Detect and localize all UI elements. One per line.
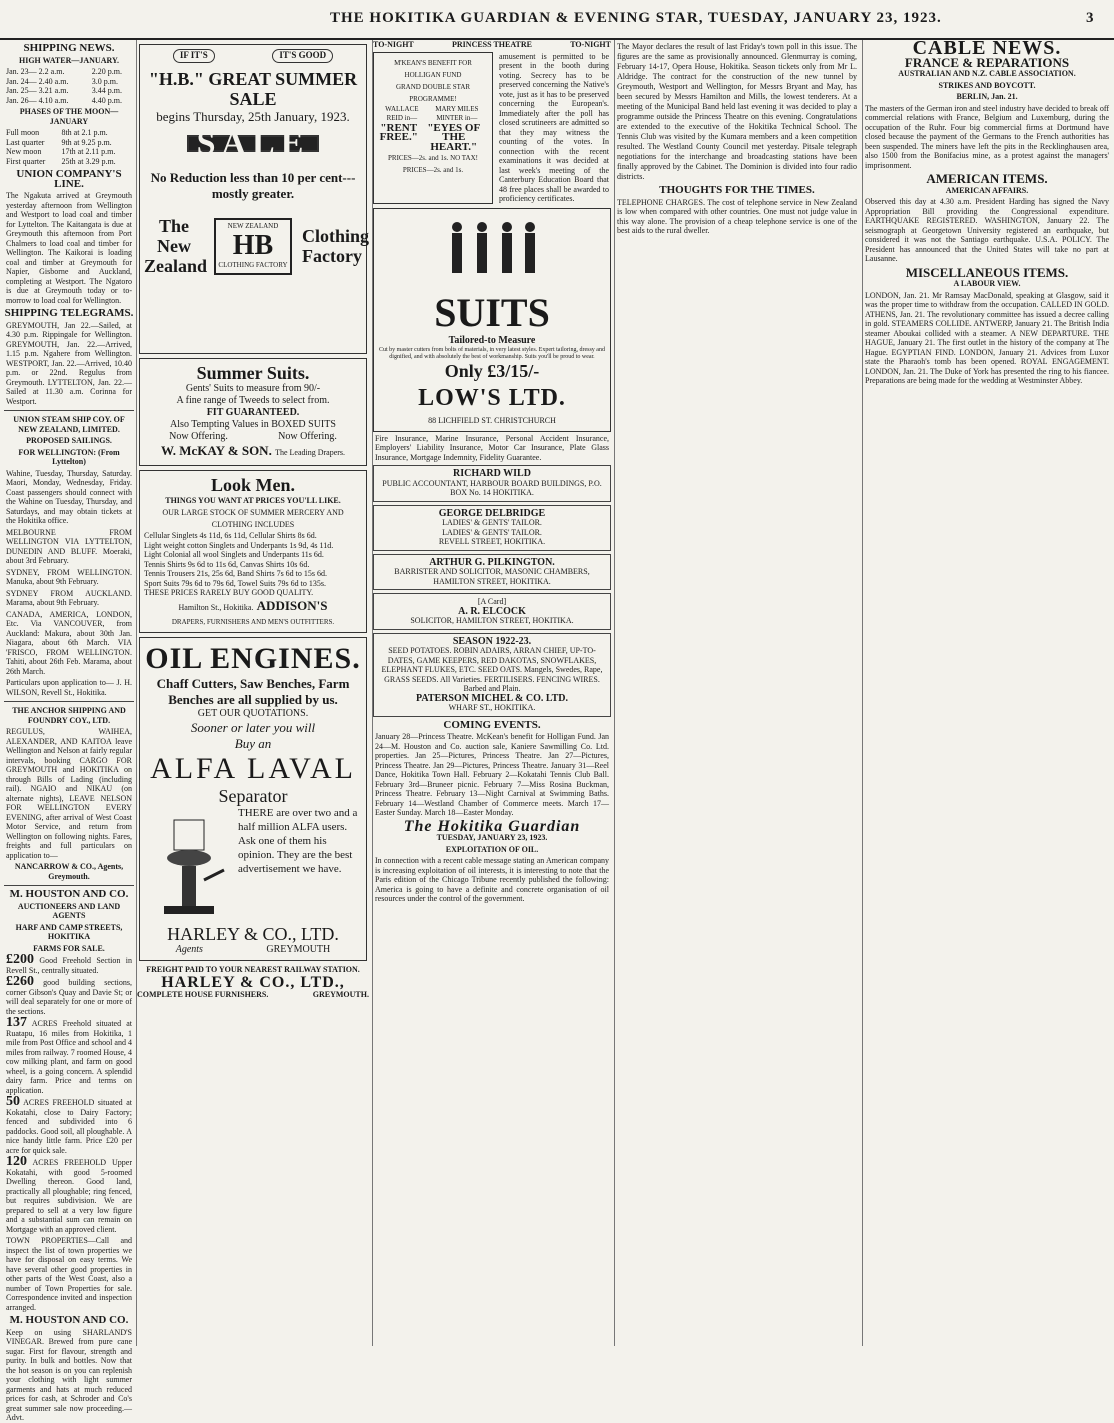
property-text: Good Freehold Section in Revell St., centrally situated. bbox=[6, 956, 132, 975]
local-news-top: amusement is permitted to be present in the booth during voting. Secrecy has to be preserved concerning the Native's vote, just as it has to be preserved concerning the European's. Immediately after the poll has closed scrutineers are admitted so that they may witness the counting of the votes. In connection with the recent examinations it was decided at last week's meeting of the Canterbury Education Board that 48 free places shall be awarded to proficiency certificates. bbox=[499, 51, 609, 203]
tide-cell: 3.44 p.m. bbox=[91, 86, 123, 95]
town-properties: TOWN PROPERTIES—Call and inspect the list of town properties we have for disposal on easy terms. We have several other good properties in other parts of the West Coast, also a number of Town Properties for sale. Correspondence invited and inspection arranged. bbox=[6, 1236, 132, 1312]
column-ads bbox=[136, 40, 369, 1346]
property-item bbox=[4, 1015, 134, 1095]
harley-place: GREYMOUTH bbox=[266, 943, 331, 955]
pilkington-card bbox=[373, 554, 611, 591]
property-text: ACRES FREEHOLD situated at Kokatahi, close to Dairy Factory; fenced and subdivided into 6 paddocks. Good soil, all ploughable. A nice handy little farm. Price £20 per acre for quick sale. bbox=[6, 1098, 132, 1155]
page-number: 3 bbox=[1086, 10, 1094, 26]
events-heading: COMING EVENTS. bbox=[443, 718, 541, 731]
delbridge-sub-2: LADIES' & GENTS' TAILOR. bbox=[442, 527, 542, 537]
property-item bbox=[4, 1154, 134, 1234]
sale-headline: "H.B." GREAT SUMMER SALE bbox=[148, 68, 358, 109]
alfa-laval: ALFA LAVAL bbox=[150, 751, 356, 785]
moon-row bbox=[4, 138, 134, 148]
film-1: "RENT FREE." bbox=[379, 121, 418, 143]
guardian-heading: The Hokitika Guardian bbox=[403, 817, 581, 835]
sale-tag-right: IT'S GOOD bbox=[272, 49, 333, 63]
cable-heading: CABLE NEWS. bbox=[912, 37, 1062, 59]
elcock-name: A. R. ELCOCK bbox=[458, 605, 526, 617]
richard-wild-sub: PUBLIC ACCOUNTANT, HARBOUR BOARD BUILDINGS, P.O. BOX No. 14 HOKITIKA. bbox=[382, 478, 602, 497]
delbridge-card bbox=[373, 505, 611, 551]
elcock-card bbox=[373, 593, 611, 630]
tide-row bbox=[4, 86, 134, 96]
suits-word: SUITS bbox=[434, 289, 550, 335]
news-body: The Mayor declares the result of last Friday's town poll in this issue. The figures are the same as provisionally announced. Glenmurray is coming, February 14-17, Opera House, Hokitika. Season tickets only from Mr L. Aldridge. The contract for the construction of the new tunnel by Greymouth, Westport and Wellington, for Messrs Bryant and May, has been secured by Messrs Hamilton and Mills, the lowest tenderers. At a meeting of the Municipal Band held last evening it was decided to play a programme outside the Princess Theatre on this evening. Congratulations are extended to the executive of the Hokitika Technical School. The Tennis Club was visited by the Kumara members and a keen competition resulted. The Westland County Council met yesterday. Pitsale telegraph negotiations for the interchange and broadcasting stations have been finally approved by the Cabinet. The Dominion is divided into four radio districts. bbox=[617, 42, 857, 181]
anchor-text: REGULUS, WAIHEA, ALEXANDER, AND KAITOA leave Wellington and Nelson at fairly regular intervals, booking CARGO FOR GREYMOUTH and HOKITIKA on through Bills of Lading (including rail). NGAIO and NIKAU (on alternate nights), LEAVE NELSON FOR WELLINGTON EVERY EVENING, after arrival of West Coast Motor Service, and return from Wellington on following nights. Fares, freights and full particulars on application to— bbox=[6, 727, 132, 860]
tide-cell: 4.40 p.m. bbox=[91, 95, 123, 105]
moon-cell: First quarter bbox=[6, 156, 46, 166]
union-heading: UNION COMPANY'S LINE. bbox=[16, 168, 122, 190]
suits-line-5: Now Offering. bbox=[169, 431, 228, 442]
assoc-line: AUSTRALIAN AND N.Z. CABLE ASSOCIATION. bbox=[898, 69, 1076, 78]
suits-tailored: Tailored-to Measure bbox=[448, 334, 536, 346]
separator-word: Separator bbox=[218, 785, 288, 806]
paterson-sub: WHARF ST., HOKITIKA. bbox=[448, 703, 536, 712]
sydney-text: SYDNEY, FROM WELLINGTON. Manuka, about 9th February. bbox=[6, 567, 132, 586]
suits-firm: W. McKAY & SON. The Leading Drapers. bbox=[160, 443, 346, 458]
tide-cell: Jan. 24— 2.40 a.m. bbox=[6, 76, 69, 86]
look-item: Tennis Trousers 21s, 25s 6d, Band Shirts 7s 6d to 15s 6d. bbox=[144, 569, 328, 578]
tide-row bbox=[4, 67, 134, 77]
delbridge-name: GEORGE DELBRIDGE bbox=[438, 507, 546, 519]
harley-name: HARLEY & CO., LTD. bbox=[167, 923, 339, 944]
exploitation-heading: EXPLOITATION OF OIL. bbox=[445, 844, 539, 854]
oil-sooner: Sooner or later you will bbox=[190, 719, 316, 735]
suits-heading: Summer Suits. bbox=[196, 363, 310, 383]
tide-table bbox=[4, 67, 134, 105]
season-head: SEASON 1922-23. bbox=[452, 635, 532, 647]
look-item: Cellular Singlets 4s 11d, 6s 11d, Cellular Shirts 8s 6d. bbox=[144, 531, 317, 540]
property-item bbox=[4, 952, 134, 975]
property-item bbox=[4, 974, 134, 1016]
bill-line-1: M'KEAN'S BENEFIT FOR HOLLIGAN FUND bbox=[394, 58, 472, 79]
hb-right-text: Clothing Factory bbox=[301, 226, 370, 266]
harley-footer-place: GREYMOUTH. bbox=[312, 989, 369, 999]
lows-suits-ad bbox=[373, 208, 611, 432]
cable-body-3: LONDON, Jan. 21. Mr Ramsay MacDonald, speaking at Glasgow, said it was the proper time to withdraw from the occupation. CALLED IN GOLD. ATHENS, Jan. 21. The revolutionary committee has issued a decree calling in gold. STEAMERS COLLIDE. ANTWERP, January 21. The British India steamer Aboukai collided with a steamer. A NEW DEPARTURE. THE HAGUE, January 21. The first outlet in the history of the company at The Hague. EGYPTIAN FIND. LONDON, January 21. Advices from Luxor state the Pharaoh's tomb has been opened. ROYAL ENGAGEMENT. LONDON, Jan. 21. The Duke of York has presented the ring to his fiancee. Preparations are being made for the wedding at Westminster Abbey. bbox=[865, 290, 1109, 385]
bill-line-4: MARY MILES MINTER in— bbox=[435, 104, 479, 122]
freight-text: FREIGHT PAID TO YOUR NEAREST RAILWAY STATION. bbox=[146, 964, 360, 974]
moon-cell: Full moon bbox=[6, 128, 40, 137]
shipping-heading: SHIPPING NEWS. bbox=[23, 42, 115, 54]
sale-note: No Reduction less than 10 per cent---mostly greater. bbox=[150, 170, 356, 201]
addisons-firm: Hamilton St., Hokitika. ADDISON'S bbox=[178, 597, 328, 613]
auckland-text: SYDNEY FROM AUCKLAND. Marama, about 9th February. bbox=[6, 588, 132, 607]
suits-line-3: FIT GUARANTEED. bbox=[206, 407, 300, 418]
oil-buy: Buy an bbox=[234, 735, 272, 751]
tonight-right: TO-NIGHT bbox=[570, 40, 611, 49]
look-heading: Look Men. bbox=[210, 475, 295, 495]
lows-address: 88 LICHFIELD ST. CHRISTCHURCH bbox=[428, 415, 556, 425]
summer-suits-ad bbox=[139, 358, 367, 466]
property-item bbox=[4, 1094, 134, 1155]
bill-line-2: GRAND DOUBLE STAR PROGRAMME! bbox=[395, 82, 471, 103]
property-price: 137 bbox=[6, 1015, 27, 1030]
canada-text: CANADA, AMERICA, LONDON, Etc. Via VANCOUVER, from Auckland: Makura, about 30th Jan. Niagara, about 6th March. VIA 'FRISCO, FROM WELLINGTON. Tahiti, about 26th Feb. Marama, about 26th March. bbox=[6, 609, 132, 676]
thoughts-heading: THOUGHTS FOR THE TIMES. bbox=[659, 184, 815, 196]
property-text: ACRES Freehold situated at Ruatapu, 16 miles from Hokitika, 1 mile from Post Office and school and 4 miles from railway. 7 roomed House, 4 cow milking plant, and farm on good wheel, is a going concern. A splendid dairy farm. Price and terms on application. bbox=[6, 1019, 132, 1095]
property-text: ACRES FREEHOLD Upper Kokatahi, with good 5-roomed Dwelling thereon. Good land, practically all ploughable; ring fenced, but requires subdivision. We are prepared to sell at a very low figure and a substantial sum can remain on Mortgage with an approved client. bbox=[6, 1158, 132, 1234]
look-sub-2: OUR LARGE STOCK OF SUMMER MERCERY AND CLOTHING INCLUDES bbox=[162, 508, 344, 529]
moon-cell: 25th at 3.29 p.m. bbox=[61, 156, 116, 166]
moon-heading: PHASES OF THE MOON—JANUARY bbox=[19, 107, 119, 126]
lows-name: LOW'S LTD. bbox=[418, 384, 566, 411]
american-heading: AMERICAN ITEMS. bbox=[926, 171, 1048, 186]
houston-sign: M. HOUSTON AND CO. bbox=[9, 1314, 129, 1326]
suits-desc: Cut by master cutters from bolts of materials, in very latest styles. Expert tailoring, dressy and dignified, and with absolutely the best of workmanship. Suits you'll be proud to wear. bbox=[379, 346, 605, 360]
theatre-prices: PRICES—2s. and 1s. NO TAX! PRICES—2s. and 1s. bbox=[388, 154, 478, 174]
thoughts-text: TELEPHONE CHARGES. The cost of telephone service in New Zealand is low when compared with other countries. One must not judge value in this way alone. The provision of a cheap telephone service is one of the best aids to the rural dweller. bbox=[617, 197, 857, 235]
oil-engines-ad bbox=[139, 637, 367, 961]
property-price: £200 bbox=[6, 952, 34, 967]
bill-line-3: WALLACE REID in— bbox=[385, 104, 419, 122]
moon-cell: 17th at 2.11 p.m. bbox=[61, 147, 116, 156]
masthead bbox=[0, 0, 1114, 40]
suits-line-6: Now Offering. bbox=[278, 431, 337, 442]
tide-row bbox=[4, 77, 134, 87]
misc-sub: A LABOUR VIEW. bbox=[953, 279, 1021, 288]
property-list bbox=[4, 952, 134, 1234]
column-news bbox=[614, 40, 859, 1346]
pilkington-sub: BARRISTER AND SOLICITOR, MASONIC CHAMBERS, HAMILTON STREET, HOKITIKA. bbox=[394, 567, 590, 586]
union-text: The Ngakuta arrived at Greymouth yesterday afternoon from Wellington and Westport to load coal and timber for Lyttelton. The Kaitangata is due at Greymouth this afternoon from Port Chalmers to load coal and timber for Wellington. The Kaikorai is loading coal and timber at Greymouth for Napier, Gisborne and Auckland, completing at Westport. The Ngatoro is due at Greymouth today or to-morrow to load coal for Wellington. bbox=[6, 191, 132, 305]
tonight-left: TO-NIGHT bbox=[373, 40, 414, 49]
moon-cell: New moon bbox=[6, 147, 42, 156]
wellington-text: Wahine, Tuesday, Thursday, Saturday. Maori, Monday, Wednesday, Friday. Coast passengers should connect with the Wahine on Tuesday, Thursday, and Saturdays, and may obtain tickets at the Hokitika office. bbox=[6, 468, 132, 525]
look-item: Light Colonial all wool Singlets and Underpants 11s 6d. bbox=[144, 550, 324, 559]
look-sub: THINGS YOU WANT AT PRICES YOU'LL LIKE. bbox=[165, 496, 341, 505]
suits-price: Only £3/15/- bbox=[444, 360, 540, 381]
telegrams-heading: SHIPPING TELEGRAMS. bbox=[4, 307, 134, 319]
look-item: Light weight cotton Singlets and Underpants 1s 9d, 4s 11d. bbox=[144, 540, 334, 550]
usc-heading: UNION STEAM SHIP COY. OF NEW ZEALAND, LIMITED. bbox=[13, 415, 125, 434]
harley-footer-sub: COMPLETE HOUSE FURNISHERS. bbox=[137, 989, 269, 999]
misc-heading: MISCELLANEOUS ITEMS. bbox=[905, 264, 1069, 280]
hb-logo: HB bbox=[232, 230, 274, 261]
france-heading: FRANCE & REPARATIONS bbox=[904, 54, 1070, 70]
harley-agents: Agents bbox=[175, 943, 203, 955]
delbridge-sub: LADIES' & GENTS' TAILOR. bbox=[442, 518, 542, 527]
american-sub: AMERICAN AFFAIRS. bbox=[945, 185, 1029, 195]
seeds-card bbox=[373, 633, 611, 717]
look-men-ad bbox=[139, 470, 367, 633]
look-item: THESE PRICES RARELY BUY GOOD QUALITY. bbox=[144, 588, 314, 597]
moon-cell: 8th at 2.1 p.m. bbox=[61, 128, 108, 137]
look-items bbox=[144, 531, 362, 598]
proposed-sailings: PROPOSED SAILINGS. bbox=[26, 436, 112, 445]
suits-line-4: Also Tempting Values in BOXED SUITS bbox=[170, 419, 336, 430]
guardian-date: TUESDAY, JANUARY 23, 1923. bbox=[436, 833, 548, 842]
particulars-text: Particulars upon application to— J. H. WILSON, Revell St., Hokitika. bbox=[6, 678, 132, 697]
tide-cell: 3.0 p.m. bbox=[91, 76, 119, 86]
moon-row bbox=[4, 157, 134, 167]
theatre-name: PRINCESS THEATRE bbox=[452, 40, 532, 49]
property-price: £260 bbox=[6, 974, 34, 989]
sale-tag-left: IF IT'S bbox=[173, 49, 215, 63]
moon-table bbox=[4, 128, 134, 166]
oil-quotations: GET OUR QUOTATIONS. bbox=[197, 707, 309, 719]
column-shipping bbox=[4, 40, 134, 1422]
look-footer: DRAPERS, FURNISHERS AND MEN'S OUTFITTERS. bbox=[171, 617, 335, 626]
richard-wild-card bbox=[373, 465, 611, 502]
insurance-text: Fire Insurance, Marine Insurance, Personal Accident Insurance, Employers' Liability Insurance, Motor Car Insurance, Plate Glass Insurance, Mortgage Indemnity, Fidelity Guarantee. bbox=[375, 433, 609, 462]
wellington-heading: FOR WELLINGTON: (From Lyttelton) bbox=[18, 447, 120, 466]
property-price: 120 bbox=[6, 1154, 27, 1169]
card-label: [A Card] bbox=[477, 597, 507, 606]
exploitation-text: In connection with a recent cable message stating an American company is increasing exploitation of oil interests, it is interesting to note that the Paris edition of the Chicago Tribune recently published the following: America is going to have a definite and concrete organisation of oil resources under the control of the government. bbox=[375, 856, 609, 903]
melbourne-text: MELBOURNE FROM WELLINGTON VIA LYTTELTON, DUNEDIN AND BLUFF. Moeraki, about 3rd February. bbox=[6, 527, 132, 565]
property-text: good building sections, corner Gibson's Quay and Davie St; or will deal separately for one or more of the sections. bbox=[6, 978, 132, 1016]
events-text: January 28—Princess Theatre. McKean's benefit for Holligan Fund. Jan 24—M. Houston and Co. auction sale, Kaniere Sawmilling Co. Ltd. properties. Jan 25—Pictures, Princess Theatre. Jan 27—Pictures, Princess Theatre. Jan 29—Pictures, Princess Theatre. January 31—Reel Dance, Hokitika Town Hall. February 2—Kokatahi Tennis Club Ball. February 3rd—Bruneer picnic. February 7—Miss Rosina Buckman, Princess Theatre. February 13—Night Carnival at Swimming Baths. February 14—Westland Chamber of Commerce meets. March 17—Easter Sunday. March 18—Easter Monday. bbox=[375, 732, 609, 817]
alfa-text: THERE are over two and a half million ALFA users. Ask one of them his opinion. They are the best advertisement we have. bbox=[238, 806, 358, 875]
paterson-name: PATERSON MICHEL & CO. LTD. bbox=[415, 692, 569, 704]
look-item: Sport Suits 79s 6d to 79s 6d, Towel Suits 79s 6d to 135s. bbox=[144, 578, 326, 588]
separator-illustration bbox=[144, 810, 234, 920]
tide-cell: Jan. 25— 3.21 a.m. bbox=[6, 86, 69, 95]
richard-wild: RICHARD WILD bbox=[453, 468, 531, 479]
suits-line-1: Gents' Suits to measure from 90/- bbox=[185, 383, 321, 394]
anchor-heading: THE ANCHOR SHIPPING AND FOUNDRY COY., LTD. bbox=[12, 706, 126, 725]
hb-logo-top: NEW ZEALAND bbox=[227, 221, 279, 230]
anchor-agent: NANCARROW & CO., Agents, Greymouth. bbox=[14, 862, 124, 881]
farms-heading: FARMS FOR SALE. bbox=[33, 943, 105, 953]
hb-sale-ad bbox=[139, 44, 370, 354]
hb-left-text: The New Zealand bbox=[144, 216, 208, 276]
sale-date: begins Thursday, 25th January, 1923. bbox=[156, 108, 350, 124]
tide-cell: Jan. 23— 2.2 a.m. bbox=[6, 67, 65, 76]
tide-cell: 2.20 p.m. bbox=[91, 67, 123, 76]
moon-row bbox=[4, 147, 134, 157]
look-item: Tennis Shirts 9s 6d to 11s 6d, Canvas Shirts 10s 6d. bbox=[144, 559, 310, 569]
high-water-heading: HIGH WATER—JANUARY. bbox=[18, 55, 120, 65]
moon-cell: 9th at 9.25 p.m. bbox=[61, 137, 112, 147]
delbridge-street: REVELL STREET, HOKITIKA. bbox=[438, 537, 546, 546]
berlin-dateline: BERLIN, Jan. 21. bbox=[956, 92, 1018, 101]
strikes-heading: STRIKES AND BOYCOTT. bbox=[938, 80, 1036, 90]
vinegar-text: Keep on using SHARLAND'S VINEGAR. Brewed from pure cane sugar. First for flavour, strength and purity. In bulk and bottles. Now that the hot season is on you can replenish your clothing with light summer garments and hats at much reduced prices for cash, at Schroder and Co's great summer sale now proceeding.—Advt. bbox=[6, 1327, 132, 1422]
pilkington-name: ARTHUR G. PILKINGTON. bbox=[429, 556, 555, 568]
houston-heading: M. HOUSTON AND CO. bbox=[9, 888, 129, 900]
telegrams-text: GREYMOUTH, Jan 22.—Sailed, at 4.30 p.m. Rippingale for Wellington. GREYMOUTH, Jan. 22.—Arrived, 1.15 p.m. Ngahere from Wellington. WESTPORT, Jan. 22.—Arrived, 10.40 p.m. or 22nd. Regulus from Greymouth. LYTTELTON, Jan. 22.—Sailed at 11.30 a.m. Corinna for Westport. bbox=[6, 320, 132, 406]
property-price: 50 bbox=[6, 1094, 20, 1109]
oil-sub: Chaff Cutters, Saw Benches, Farm Benches are all supplied by us. bbox=[156, 675, 350, 707]
newspaper-title: THE HOKITIKA GUARDIAN & EVENING STAR, TUESDAY, JANUARY 23, 1923. bbox=[330, 10, 942, 26]
sale-logo: SALE bbox=[187, 135, 320, 153]
seeds-text: SEED POTATOES. ROBIN ADAIRS, ARRAN CHIEF, UP-TO-DATES, GAME KEEPERS, RED DAKOTAS, SNOWFLAKES, ELEPHANT FLUKES, ETC. SEED OATS. Mangels, Swedes, Rape, GRASS SEEDS. All Varieties. FERTILISERS. FENCING WIRES. Barbed and Plain. bbox=[381, 646, 603, 693]
column-local bbox=[372, 40, 611, 1346]
cable-body-1: The masters of the German iron and steel industry have decided to break off commercial relations with France, Belgium and Luxemburg, during the occupation of the Ruhr. Four big commercial firms at Dortmund have closed because the payment of the Germans to the French authorities has been suspended. The miners have left the pits in the Recklinghausen area, also 1500 from the Bonifacius mine, as a protest against the managers' imprisonment. bbox=[865, 103, 1109, 170]
suits-line-2: A fine range of Tweeds to select from. bbox=[176, 395, 330, 406]
film-2: "EYES OF THE HEART." bbox=[427, 121, 481, 153]
hb-logo-bottom: CLOTHING FACTORY bbox=[218, 261, 288, 269]
men-illustration bbox=[442, 217, 542, 287]
houston-street: HARF AND CAMP STREETS, HOKITIKA bbox=[15, 922, 123, 941]
cable-body-2: Observed this day at 4.30 a.m. President Harding has signed the Navy Appropriation Bill providing the Congressional expenditure. EARTHQUAKE REGISTERED. WASHINGTON, January 22. The seismograph at Georgetown University registered an earthquake, but considered it was not the Santiago earthquake. U.S.A. POLICY. The President has announced that the United States will take no part at Lausanne. bbox=[865, 197, 1109, 263]
elcock-sub: SOLICITOR, HAMILTON STREET, HOKITIKA. bbox=[410, 616, 574, 625]
houston-sub: AUCTIONEERS AND LAND AGENTS bbox=[17, 901, 121, 920]
theatre-ad bbox=[373, 52, 493, 204]
tide-cell: Jan. 26— 4.10 a.m. bbox=[6, 95, 69, 105]
column-cable bbox=[862, 37, 1111, 1346]
tide-row bbox=[4, 96, 134, 106]
moon-row bbox=[4, 128, 134, 138]
moon-cell: Last quarter bbox=[6, 137, 45, 147]
harley-footer: HARLEY & CO., LTD., bbox=[161, 974, 345, 991]
oil-heading: OIL ENGINES. bbox=[145, 641, 361, 675]
